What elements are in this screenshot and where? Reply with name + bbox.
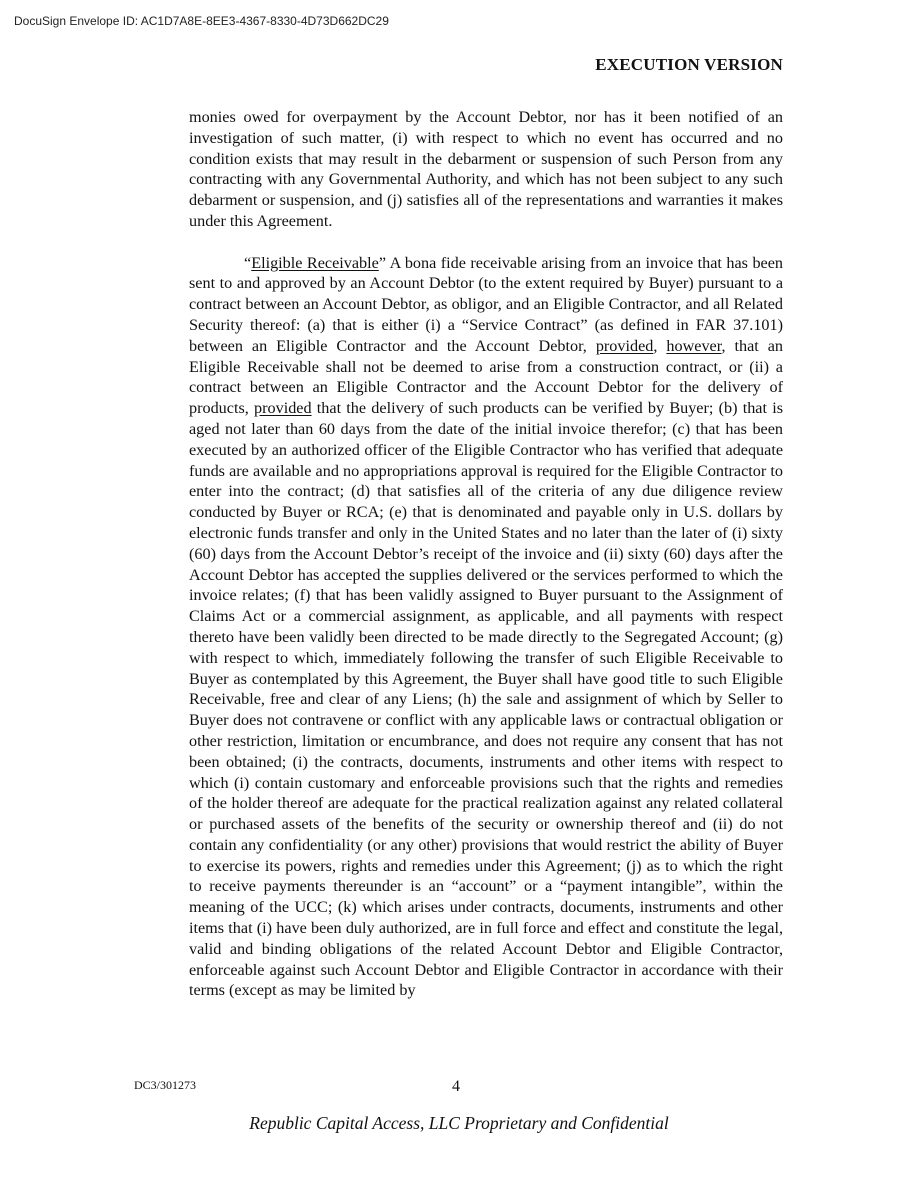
paragraph-continuation: monies owed for overpayment by the Account Debtor, nor has it been notified of an investigation of such matter, (i) with respect to which no event has occurred and no condition exists that may result in the debarment or suspension of such Person from any contracting with any Governmental Authority, and which has not been subject to any such debarment or suspension, and (j) satisfies all of the representations and warranties it makes under this Agreement. (189, 108, 783, 230)
definition-text-3: that the delivery of such products can be verified by Buyer; (b) that is aged not later than 60 days from the date of the initial invoice therefor; (c) that has been executed by an authorized officer of the Eligible Contractor who has verified that adequate funds are available and no appropriations approval is required for the Eligible Contractor to enter into the contract; (d) that satisfies all of the criteria of any due diligence review conducted by Buyer or RCA; (e) that is denominated and payable only in U.S. dollars by electronic funds transfer and only in the United States and no later than the later of (i) sixty (60) days from the Account Debtor’s receipt of the invoice and (ii) sixty (60) days after the Account Debtor has accepted the supplies delivered or the services performed to which the invoice relates; (f) that has been validly assigned to Buyer pursuant to the Assignment of Claims Act or a commercial assignment, as applicable, and all payments with respect thereto have been validly been directed to be made directly to the Segregated Account; (g) with respect to which, immediately following the transfer of such Eligible Receivable to Buyer as contemplated by this Agreement, the Buyer shall have good title to such Eligible Receivable, free and clear of any Liens; (h) the sale and assignment of which by Seller to Buyer does not contravene or conflict with any applicable laws or contractual obligation or other restriction, limitation or encumbrance, and does not require any consent that has not been obtained; (i) the contracts, documents, instruments and other items with respect to which (i) contain customary and enforceable provisions such that the rights and remedies of the holder thereof are adequate for the practical realization against any related collateral or purchased assets of the benefits of the security or ownership thereof and (ii) do not contain any confidentiality (or any other) provisions that would restrict the ability of Buyer to exercise its powers, rights and remedies under this Agreement; (j) as to which the right to receive payments thereunder is an “account” or a “payment intangible”, within the meaning of the UCC; (k) which arises under contracts, documents, instruments and other items that (i) have been duly authorized, are in full force and effect and constitute the legal, valid and binding obligations of the related Account Debtor and Eligible Contractor, enforceable against such Account Debtor and Eligible Contractor in accordance with their terms (except as may be limited by (189, 399, 783, 1000)
provided-term-2: provided (254, 399, 312, 418)
document-body (189, 107, 783, 1001)
docusign-envelope-id: DocuSign Envelope ID: AC1D7A8E-8EE3-4367-8330-4D73D662DC29 (14, 14, 389, 28)
provided-term: provided (595, 336, 654, 355)
page-number: 4 (452, 1078, 460, 1095)
defined-term-eligible-receivable: Eligible Receivable (251, 253, 379, 272)
definition-text-2: , that an Eligible Receivable shall not be deemed to arise from a construction contract, or (ii) a contract between an Eligible Contractor and the Account Debtor for the delivery of products, (189, 336, 784, 418)
comma: , (653, 336, 667, 355)
document-reference: DC3/301273 (134, 1078, 197, 1092)
eligible-receivable-definition (189, 253, 783, 1002)
open-quote: “ (244, 253, 252, 272)
definition-text-1: ” A bona fide receivable arising from an invoice that has been sent to and approved by an Account Debtor (to the extent required by Buyer) pursuant to a contract between an Account Debtor, as obligor, and an Eligible Contractor, and all Related Security thereof: (a) that is either (i) a “Service Contract” (as defined in FAR 37.101) between an Eligible Contractor and the Account Debtor, (189, 253, 783, 355)
confidentiality-footer: Republic Capital Access, LLC Proprietary and Confidential (249, 1113, 669, 1133)
execution-version-label: EXECUTION VERSION (595, 55, 783, 74)
however-term: however (666, 336, 722, 355)
